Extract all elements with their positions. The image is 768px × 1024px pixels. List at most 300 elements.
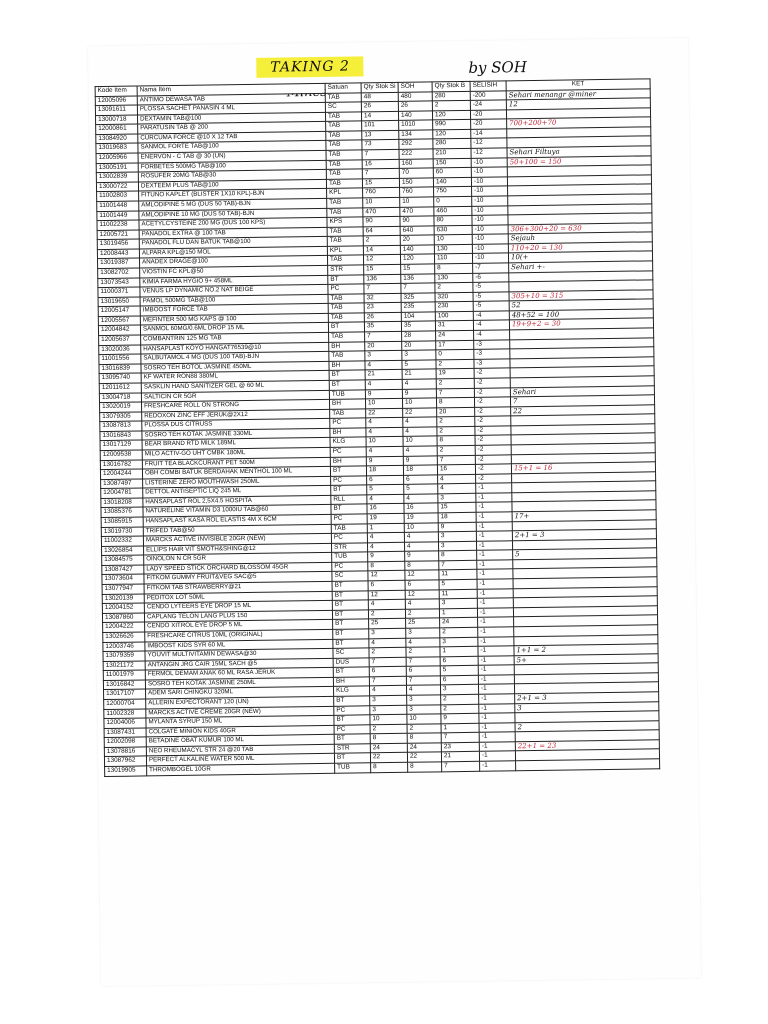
cell-kode: 11002328 [104,709,146,719]
cell-qty-stok-b: 2 [437,417,475,427]
cell-kode: 11001448 [97,201,139,211]
cell-ket [516,759,660,771]
cell-soh: 28 [402,331,436,341]
cell-qty-stok-si: 48 [361,92,398,102]
cell-ket: 52 [509,299,653,311]
cell-nama: ELLIPS HAIR VIT SMOTH&SHING@12 [144,543,332,555]
cell-soh: 134 [399,130,433,140]
cell-kode: 13019683 [96,143,138,153]
cell-soh: 90 [400,216,434,226]
cell-satuan: TAB [328,303,364,313]
cell-selisih: -1 [477,608,513,618]
cell-soh: 4 [404,542,438,552]
cell-selisih: -1 [476,493,512,503]
cell-qty-stok-b: 6 [440,675,478,685]
header-qty-stok-b: Qty Stok B [432,81,470,91]
cell-qty-stok-b: 210 [433,148,471,158]
cell-soh: 9 [405,551,439,561]
cell-nama: OBH COMBI BATUK BERDAHAK MENTHOL 100 ML [142,466,330,478]
cell-kode: 13087813 [100,421,142,431]
cell-soh: 480 [398,91,432,101]
cell-selisih: -24 [470,100,506,110]
cell-qty-stok-si: 3 [365,351,402,361]
cell-qty-stok-si: 32 [364,293,401,303]
cell-qty-stok-b: 7 [436,388,474,398]
cell-selisih: -1 [476,502,512,512]
cell-kode: 12005096 [95,96,137,106]
cell-qty-stok-si: 10 [366,437,403,447]
cell-ket: 19+9+2 = 30 [509,318,653,330]
cell-selisih: -1 [477,579,513,589]
cell-qty-stok-b: 2 [437,445,475,455]
cell-selisih: -2 [475,445,511,455]
cell-selisih: -1 [478,684,514,694]
cell-selisih: -12 [471,138,507,148]
cell-nama: CURCUMA FORCE @10 X 12 TAB [138,131,326,143]
header-satuan: Satuan [325,83,361,93]
cell-kode: 13084920 [96,134,138,144]
cell-qty-stok-si: 4 [367,494,404,504]
cell-nama: MEFINTER 500 MG KAPS @ 100 [140,313,328,325]
cell-qty-stok-b: 120 [432,110,470,120]
cell-ket: 1+1 = 2 [514,644,658,656]
cell-qty-stok-b: 7 [439,560,477,570]
cell-nama: PLOSSA SACHET PANASIN 4 ML [137,103,325,115]
cell-selisih: -1 [478,636,514,646]
cell-qty-stok-si: 16 [362,159,399,169]
cell-soh: 4 [404,532,438,542]
cell-qty-stok-si: 14 [363,245,400,255]
cell-qty-stok-b: 15 [438,503,476,513]
cell-satuan: TAB [326,150,362,160]
cell-satuan: PC [334,725,370,735]
cell-qty-stok-b: 3 [438,541,476,551]
cell-soh: 470 [400,206,434,216]
cell-soh: 10 [407,714,441,724]
cell-kode: 13019387 [98,258,140,268]
cell-selisih: -1 [477,550,513,560]
cell-selisih: -2 [475,464,511,474]
cell-satuan: TAB [326,179,362,189]
cell-selisih: -2 [475,435,511,445]
cell-selisih: -12 [471,148,507,158]
cell-kode: 13087431 [104,728,146,738]
cell-ket: 12 [506,98,650,110]
cell-ket: 22+1 = 23 [515,740,659,752]
cell-soh: 25 [406,618,440,628]
cell-qty-stok-b: 5 [439,579,477,589]
cell-satuan: STR [334,744,370,754]
cell-soh: 2 [406,647,440,657]
cell-kode: 12005567 [98,316,140,326]
cell-kode: 13020036 [99,345,141,355]
cell-nama: KF WATER RON88 380ML [141,371,329,383]
cell-qty-stok-si: 3 [369,628,406,638]
cell-kode: 13016842 [103,680,145,690]
cell-kode: 12011612 [99,383,141,393]
cell-qty-stok-b: 23 [441,742,479,752]
cell-kode: 13017129 [100,440,142,450]
cell-satuan: TAB [326,121,362,131]
cell-selisih: -1 [477,560,513,570]
cell-kode: 12003746 [103,641,145,651]
cell-qty-stok-si: 3 [370,705,407,715]
cell-qty-stok-si: 7 [364,283,401,293]
cell-selisih: -2 [474,368,510,378]
cell-qty-stok-b: 18 [438,512,476,522]
cell-selisih: -2 [474,378,510,388]
cell-soh: 12 [405,589,439,599]
cell-selisih: -1 [479,703,515,713]
cell-selisih: -1 [477,588,513,598]
cell-nama: SOSRO TEH BOTOL JASMINE 450ML [141,361,329,373]
cell-kode: 13095740 [99,373,141,383]
cell-qty-stok-si: 26 [361,102,398,112]
cell-kode: 13078816 [104,747,146,757]
cell-kode: 13004718 [99,392,141,402]
cell-nama: AMLODIPINE 10 MG (DUS 50 TAB)-BJN [139,208,327,220]
cell-nama: SANMOL 60MG/0.6ML DROP 15 ML [140,323,328,335]
cell-kode: 13026626 [103,632,145,642]
cell-nama: FRESHCARE CITRUS 10ML (ORIGINAL) [145,629,333,641]
cell-qty-stok-b: 2 [435,282,473,292]
cell-selisih: -1 [478,675,514,685]
cell-nama: SALTICIN CR 5GR [141,390,329,402]
cell-selisih: -1 [478,627,514,637]
cell-qty-stok-si: 7 [369,676,406,686]
cell-nama: KIMIA FARMA HYGIO 9+ 458ML [140,275,328,287]
cell-nama: FITKOM GUMMY FRUIT&VEG SAC@5 [144,572,332,584]
cell-nama: FRESHCARE ROLL ON STRONG [142,399,330,411]
cell-ket: 700+200+70 [507,117,651,129]
cell-soh: 35 [401,321,435,331]
cell-nama: COLGATE MINION KIDS 40GR [146,725,334,737]
cell-satuan: PC [328,284,364,294]
cell-kode: 13087427 [102,565,144,575]
cell-satuan: TAB [329,332,365,342]
cell-satuan: TUB [335,763,371,773]
cell-qty-stok-si: 16 [367,504,404,514]
cell-soh: 70 [399,168,433,178]
cell-kode: 13085915 [101,517,143,527]
cell-satuan: PC [332,562,368,572]
cell-kode: 13019650 [98,297,140,307]
cell-nama: PARATUSIN TAB @ 200 [138,122,326,134]
cell-qty-stok-si: 9 [366,456,403,466]
cell-selisih: -1 [477,598,513,608]
cell-qty-stok-si: 64 [363,226,400,236]
cell-selisih: -1 [476,531,512,541]
cell-kode: 13085376 [101,507,143,517]
cell-soh: 7 [406,657,440,667]
cell-soh: 20 [402,340,436,350]
cell-satuan: BT [332,610,368,620]
cell-qty-stok-b: 1 [440,646,478,656]
cell-satuan: TAB [325,92,361,102]
cell-qty-stok-si: 15 [362,178,399,188]
cell-kode: 12005637 [99,335,141,345]
cell-qty-stok-b: 230 [435,302,473,312]
cell-qty-stok-b: 16 [437,464,475,474]
cell-qty-stok-si: 7 [362,149,399,159]
cell-soh: 140 [398,111,432,121]
cell-kode: 13082702 [98,268,140,278]
cell-selisih: -1 [477,569,513,579]
cell-nama: HANSAPLAST KOYO HANGAT76539@10 [141,342,329,354]
cell-qty-stok-b: 4 [438,474,476,484]
cell-soh: 10 [403,436,437,446]
cell-selisih: -1 [478,655,514,665]
cell-satuan: TAB [327,207,363,217]
cell-selisih: -4 [474,330,510,340]
cell-soh: 9 [403,455,437,465]
cell-qty-stok-b: 460 [434,206,472,216]
cell-satuan: SC [325,102,361,112]
cell-nama: REDOXON ZINC EFF JERUK@2X12 [142,409,330,421]
cell-kode: 11000371 [98,287,140,297]
cell-nama: HANSAPLAST KASA ROL ELASTIS 4M X 6CM [143,514,331,526]
cell-selisih: -3 [474,339,510,349]
cell-kode: 13026854 [102,546,144,556]
cell-satuan: SC [333,648,369,658]
cell-selisih: -1 [476,541,512,551]
cell-satuan: BT [334,696,370,706]
cell-qty-stok-b: 150 [433,158,471,168]
sheet-author: by SOH [468,58,527,77]
cell-soh: 22 [407,752,441,762]
cell-satuan: BH [330,456,366,466]
cell-nama: YOUVIT MULTIVITAMIN DEWASA@30 [145,648,333,660]
cell-nama: AMLODIPINE 5 MG (DUS 50 TAB)-BJN [139,198,327,210]
cell-qty-stok-b: 11 [439,589,477,599]
cell-selisih: -10 [472,234,508,244]
cell-soh: 7 [406,676,440,686]
cell-selisih: -10 [472,225,508,235]
cell-nama: SOSRO TEH KOTAK JASMINE 250ML [145,677,333,689]
cell-soh: 10 [404,522,438,532]
cell-qty-stok-b: 140 [433,177,471,187]
cell-selisih: -5 [473,282,509,292]
cell-nama: PERFECT ALKALINE WATER 500 ML [146,754,334,766]
cell-satuan: PC [334,705,370,715]
cell-satuan: TUB [332,552,368,562]
cell-satuan: TUB [329,389,365,399]
cell-soh: 24 [407,743,441,753]
cell-ket: Sehari +- [509,261,653,273]
cell-nama: IMBOOST KIDS SYR 60 ML [145,639,333,651]
cell-qty-stok-si: 18 [366,465,403,475]
cell-qty-stok-si: 4 [366,427,403,437]
cell-qty-stok-si: 470 [363,207,400,217]
cell-qty-stok-si: 8 [368,561,405,571]
cell-qty-stok-si: 7 [362,169,399,179]
cell-selisih: -1 [479,723,515,733]
cell-qty-stok-b: 7 [442,761,480,771]
header-nama: Nama Item [137,83,325,95]
cell-qty-stok-b: 2 [440,627,478,637]
cell-soh: 8 [405,561,439,571]
cell-satuan: PC [330,447,366,457]
cell-satuan: TAB [327,198,363,208]
cell-qty-stok-si: 4 [369,686,406,696]
cell-qty-stok-b: 630 [434,225,472,235]
cell-kode: 12005966 [96,153,138,163]
cell-satuan: PC [331,476,367,486]
cell-qty-stok-b: 31 [435,321,473,331]
cell-qty-stok-b: 60 [433,168,471,178]
cell-qty-stok-si: 22 [370,753,407,763]
cell-nama: BETADINE OBAT KUMUR 100 ML [146,735,334,747]
cell-soh: 26 [398,101,432,111]
cell-kode: 12004842 [98,325,140,335]
cell-selisih: -10 [471,186,507,196]
cell-nama: SASKLIN HAND SANITIZER GEL @ 60 ML [141,380,329,392]
cell-qty-stok-si: 8 [370,734,407,744]
cell-nama: MYLANTA SYRUP 150 ML [146,715,334,727]
cell-ket: 48+52 = 100 [509,309,653,321]
cell-ket: 3 [515,701,659,713]
cell-qty-stok-b: 11 [439,570,477,580]
cell-satuan: TAB [328,313,364,323]
cell-kode: 13021172 [103,661,145,671]
cell-selisih: -1 [480,761,516,771]
cell-qty-stok-b: 20 [437,407,475,417]
cell-qty-stok-b: 17 [436,340,474,350]
cell-qty-stok-si: 4 [369,638,406,648]
cell-kode: 12004222 [103,622,145,632]
cell-qty-stok-b: 100 [435,311,473,321]
cell-selisih: -1 [479,742,515,752]
cell-qty-stok-b: 3 [440,637,478,647]
cell-qty-stok-b: 4 [438,484,476,494]
cell-qty-stok-si: 19 [367,513,404,523]
cell-qty-stok-si: 4 [365,360,402,370]
cell-satuan: TAB [328,294,364,304]
cell-soh: 292 [399,139,433,149]
cell-qty-stok-b: 2 [437,426,475,436]
cell-soh: 3 [407,695,441,705]
cell-qty-stok-b: 130 [434,244,472,254]
cell-nama: SANMOL FORTE TAB@100 [138,141,326,153]
cell-satuan: TAB [330,409,366,419]
cell-selisih: -10 [472,253,508,263]
cell-ket: Sejauh [508,232,652,244]
cell-qty-stok-b: 21 [441,752,479,762]
cell-satuan: TAB [327,255,363,265]
cell-nama: CENDO XITROL EYE DROP 5 ML [145,620,333,632]
cell-qty-stok-si: 14 [361,111,398,121]
cell-selisih: -4 [473,320,509,330]
cell-kode: 13073543 [98,278,140,288]
cell-kode: 13017107 [104,689,146,699]
cell-nama: LISTERINE ZERO MOUTHWASH 250ML [143,476,331,488]
cell-nama: LADY SPEED STICK ORCHARD BLOSSOM 45GR [144,562,332,574]
cell-selisih: -1 [479,694,515,704]
cell-qty-stok-si: 101 [362,121,399,131]
cell-satuan: BT [333,629,369,639]
cell-kode: 13079359 [103,651,145,661]
header-selisih: SELISIH [470,81,506,91]
cell-soh: 136 [401,273,435,283]
cell-qty-stok-si: 2 [363,236,400,246]
cell-ket: Sehari menangr @miner [506,88,650,100]
cell-nama: TRIFED TAB@50 [143,524,331,536]
cell-kode: 13016843 [100,431,142,441]
cell-nama: ANTANGIN JRG CAIR 15ML SACH @5 [145,658,333,670]
cell-nama: BEAR BRAND RTD MILK 189ML [142,438,330,450]
cell-satuan: BT [328,322,364,332]
cell-nama: OINOLON N CR 5GR [144,553,332,565]
cell-nama: PLOSSA DUS CITRUSS [142,419,330,431]
cell-selisih: -2 [475,454,511,464]
cell-qty-stok-si: 20 [365,341,402,351]
cell-kode: 13002839 [96,172,138,182]
cell-qty-stok-si: 73 [362,140,399,150]
cell-qty-stok-si: 136 [364,274,401,284]
cell-qty-stok-b: 2 [441,694,479,704]
cell-qty-stok-b: 2 [436,378,474,388]
stock-table [95,78,661,776]
cell-ket: 15+1 = 16 [511,462,655,474]
cell-soh: 6 [404,475,438,485]
cell-qty-stok-b: 8 [437,436,475,446]
cell-soh: 18 [403,465,437,475]
cell-selisih: -1 [478,665,514,675]
cell-kode: 12004244 [100,469,142,479]
cell-kode: 11001449 [97,211,139,221]
cell-qty-stok-si: 8 [371,762,408,772]
cell-qty-stok-b: 2 [432,101,470,111]
cell-qty-stok-b: 280 [432,91,470,101]
cell-satuan: BT [329,380,365,390]
cell-qty-stok-si: 7 [369,657,406,667]
cell-selisih: -10 [472,215,508,225]
cell-soh: 1010 [399,120,433,130]
cell-soh: 4 [406,685,440,695]
cell-selisih: -1 [478,646,514,656]
cell-kode: 12005721 [97,230,139,240]
cell-qty-stok-b: 320 [435,292,473,302]
cell-ket: 5 [513,548,657,560]
cell-qty-stok-si: 26 [364,312,401,322]
cell-soh: 9 [402,388,436,398]
cell-selisih: -20 [471,119,507,129]
cell-soh: 10 [402,398,436,408]
cell-qty-stok-si: 760 [363,188,400,198]
cell-satuan: BT [328,274,364,284]
cell-nama: SOSRO TEH KOTAK JASMINE 330ML [142,428,330,440]
cell-selisih: -1 [476,521,512,531]
cell-nama: MILO ACTIV-GO UHT CMBK 180ML [142,447,330,459]
cell-qty-stok-si: 13 [362,130,399,140]
cell-nama: ROSUFER 20MG TAB@30 [138,170,326,182]
cell-nama: ANADEX DRAGE@100 [139,256,327,268]
cell-nama: IMBOOST FORCE TAB [140,304,328,316]
cell-soh: 6 [406,666,440,676]
cell-soh: 12 [405,570,439,580]
cell-satuan: STR [328,265,364,275]
cell-nama: PEDITOX LOT 50ML [144,591,332,603]
cell-satuan: BT [332,581,368,591]
header-soh: SOH [398,82,432,92]
cell-kode: 13073604 [102,574,144,584]
cell-soh: 4 [406,637,440,647]
cell-soh: 640 [400,226,434,236]
cell-qty-stok-b: 24 [436,330,474,340]
cell-satuan: BT [332,600,368,610]
cell-selisih: -14 [471,129,507,139]
cell-kode: 13077947 [102,584,144,594]
